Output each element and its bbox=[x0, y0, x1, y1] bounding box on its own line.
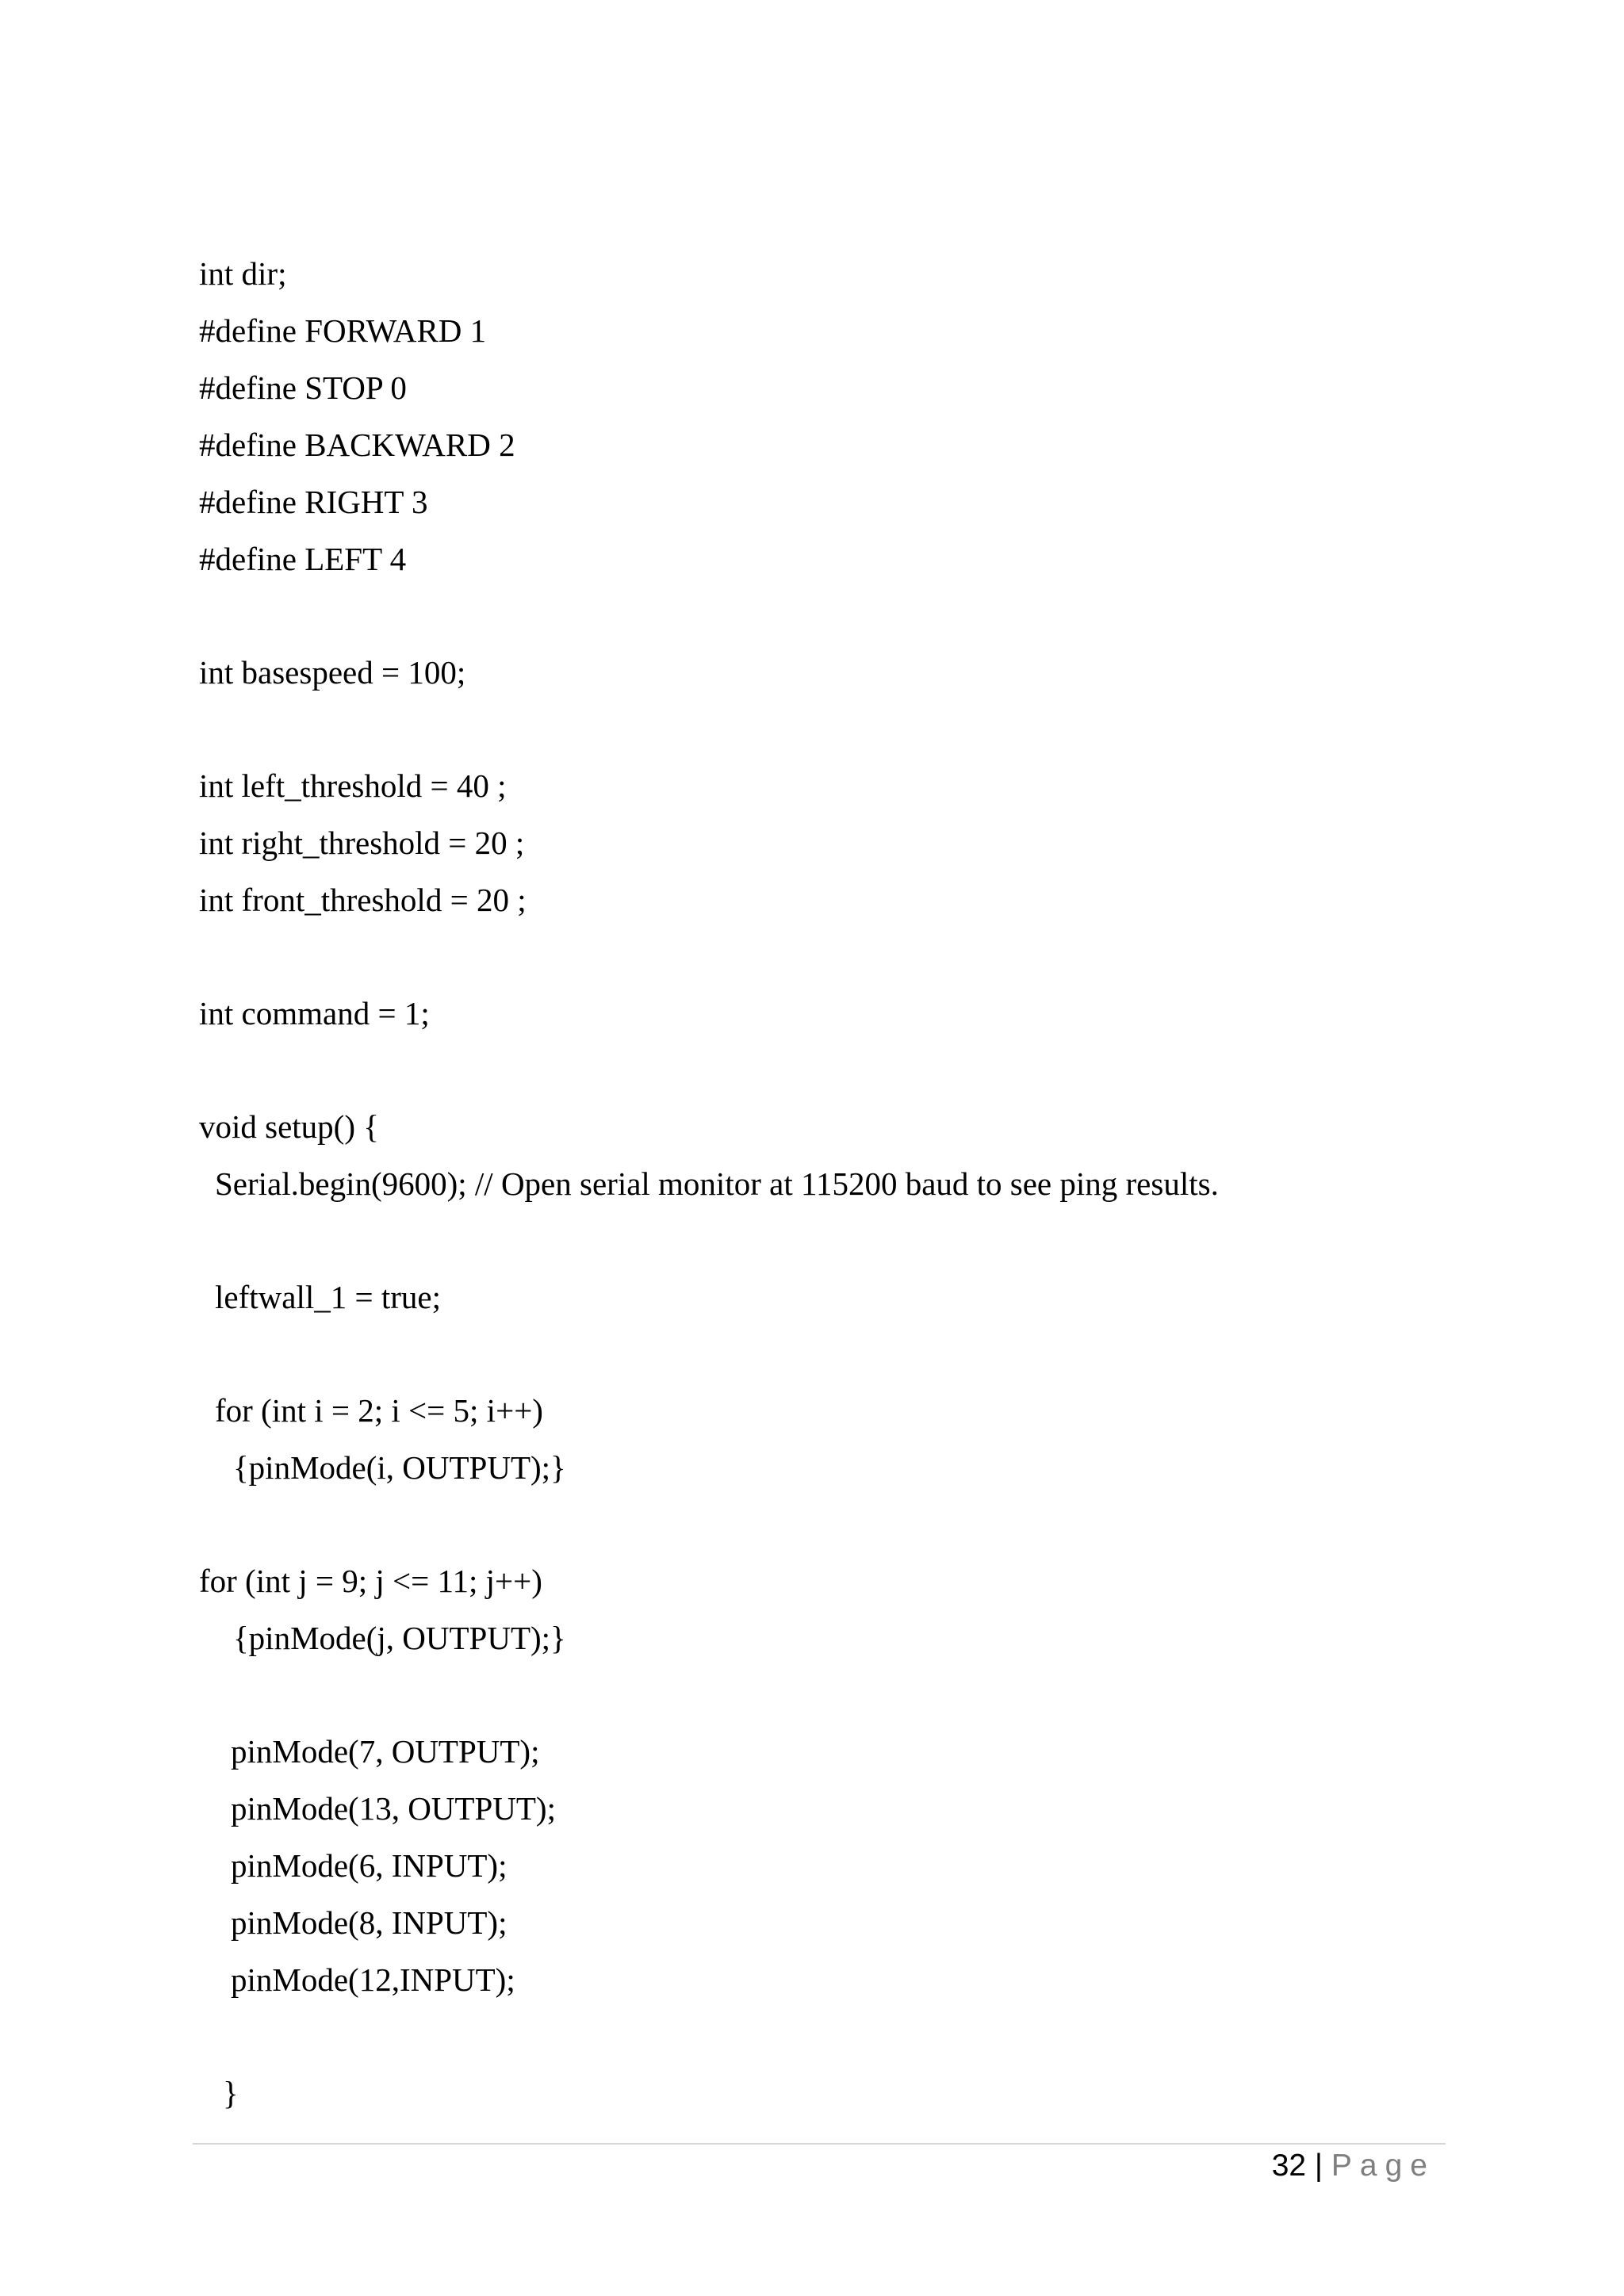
code-line: void setup() { bbox=[199, 1108, 379, 1145]
code-line: for (int j = 9; j <= 11; j++) bbox=[199, 1563, 542, 1599]
code-line: int dir; bbox=[199, 255, 287, 292]
code-line: leftwall_1 = true; bbox=[215, 1279, 441, 1315]
page-label: Page bbox=[1331, 2149, 1435, 2183]
code-line: #define STOP 0 bbox=[199, 369, 407, 406]
code-line: pinMode(12,INPUT); bbox=[231, 1961, 515, 1998]
code-line: #define LEFT 4 bbox=[199, 541, 407, 577]
code-line: pinMode(8, INPUT); bbox=[231, 1904, 508, 1941]
code-line: {pinMode(j, OUTPUT);} bbox=[233, 1620, 566, 1656]
code-line: int command = 1; bbox=[199, 995, 430, 1031]
code-line: pinMode(7, OUTPUT); bbox=[231, 1733, 540, 1770]
code-line: pinMode(13, OUTPUT); bbox=[231, 1790, 556, 1827]
footer-divider bbox=[193, 2143, 1446, 2145]
code-line: int right_threshold = 20 ; bbox=[199, 825, 525, 861]
page-number: 32 bbox=[1271, 2149, 1307, 2183]
code-line: #define FORWARD 1 bbox=[199, 312, 487, 349]
code-line: int front_threshold = 20 ; bbox=[199, 882, 527, 918]
code-line: int left_threshold = 40 ; bbox=[199, 767, 507, 804]
code-line: int basespeed = 100; bbox=[199, 654, 466, 691]
code-line: Serial.begin(9600); // Open serial monitor at 115200 baud to see ping results. bbox=[215, 1165, 1219, 1202]
code-line: } bbox=[223, 2075, 239, 2111]
code-line: for (int i = 2; i <= 5; i++) bbox=[215, 1392, 543, 1429]
code-line: #define RIGHT 3 bbox=[199, 484, 428, 520]
code-line: {pinMode(i, OUTPUT);} bbox=[233, 1449, 566, 1486]
code-line: #define BACKWARD 2 bbox=[199, 427, 515, 463]
code-line: pinMode(6, INPUT); bbox=[231, 1847, 508, 1884]
footer-separator: | bbox=[1314, 2149, 1323, 2183]
page-footer bbox=[1272, 2146, 1435, 2186]
